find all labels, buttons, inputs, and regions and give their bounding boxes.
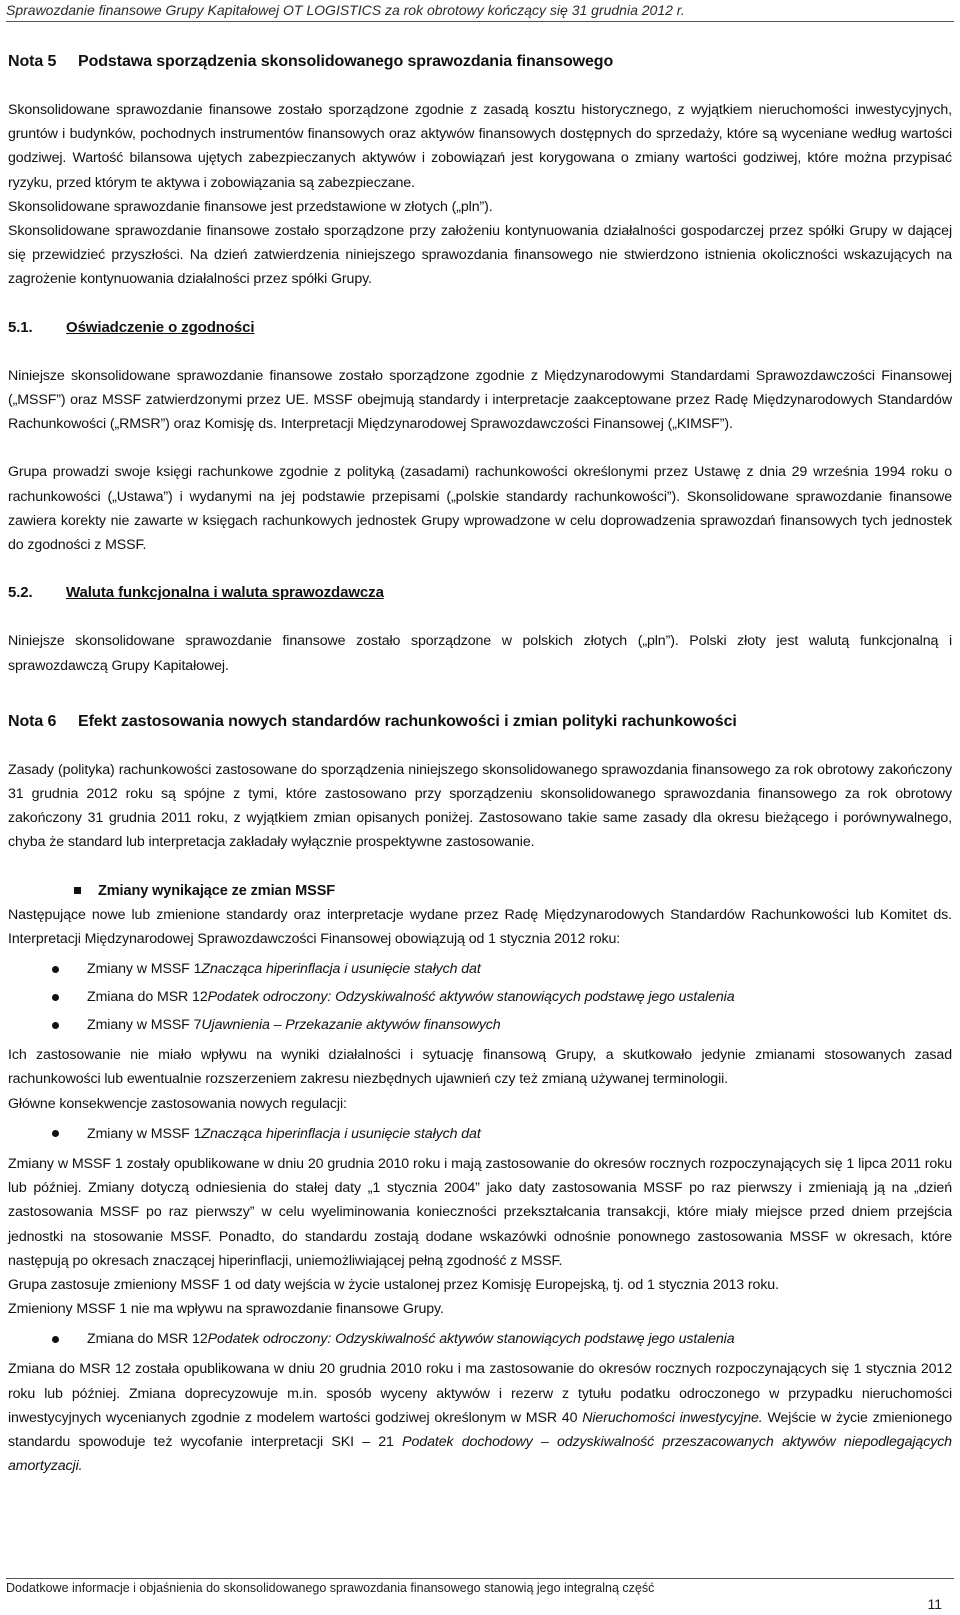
section-5-1-title: Oświadczenie o zgodności [66, 318, 255, 336]
section-5-1-number: 5.1. [8, 318, 33, 336]
note-5-number: Nota 5 [8, 53, 57, 70]
section-5-1-paragraph-2: Grupa prowadzi swoje księgi rachunkowe zgodnie z polityką (zasadami) rachunkowości określonymi przez Ustawę z dnia 29 września 1994 roku o rachunkowości („Ustawa”) i wydanymi na jej podstawie przepisami („polskie standardy rachunkowości”). Skonsolidowane sprawozdanie finansowe zawiera korekty nie zawarte w księgach rachunkowych jednostek Grupy wprowadzone w celu doprowadzenia sprawozdań finansowych tych jednostek do zgodności z MSSF. [8, 464, 952, 554]
section-5-1-paragraph-1: Niniejsze skonsolidowane sprawozdanie finansowe zostało sporządzone zgodnie z Międzynarodowymi Standardami Sprawozdawczości Finansowej („MSSF”) oraz MSSF zatwierdzonymi przez UE. MSSF obejmują standardy i interpretacje zaakceptowane przez Radę Międzynarodowych Standardów Rachunkowości („RMSR”) oraz Komisję ds. Interpretacji Międzynarodowej Sprawozdawczości Finansowej („KIMSF”). [8, 367, 952, 433]
note-5-title: Podstawa sporządzenia skonsolidowanego sprawozdania finansowego [78, 53, 614, 70]
page-number: 11 [927, 1596, 942, 1612]
bullet-icon [52, 1130, 59, 1137]
note-6-heading [8, 710, 952, 734]
note-6-paragraph-4: Główne konsekwencje zastosowania nowych regulacji: [8, 1095, 347, 1112]
bullet-icon [52, 966, 59, 973]
note-6-paragraph-5: Zmiany w MSSF 1 zostały opublikowane w dniu 20 grudnia 2010 roku i mają zastosowanie do okresów rocznych rozpoczynających się 1 lipca 2011 roku lub później. Zmiany dotyczą odniesienia do stałej daty „1 stycznia 2004” jako daty zastosowania MSSF po raz pierwszy i zmieniają ją na „dzień zastosowania MSSF po raz pierwszy” w celu wyeliminowania konieczności przekształcania transakcji, które miały miejsce przed dniem przejścia jednostki na stosowanie MSSF. Ponadto, do standardu zostają dodane wskazówki odnośnie ponownego zastosowania MSSF w okresach, które następują po okresach znaczącej hiperinflacji, uniemożliwiającej pełną zgodność z MSSF. [8, 1155, 952, 1269]
list-item: Zmiany w MSSF 1 Znacząca hiperinflacja i usunięcie stałych dat [8, 1120, 952, 1148]
changes-heading-text: Zmiany wynikające ze zmian MSSF [98, 882, 336, 899]
square-bullet-icon [74, 887, 81, 894]
note-5-paragraph-3: Skonsolidowane sprawozdanie finansowe zostało sporządzone przy założeniu kontynuowania działalności gospodarczej przez spółki Grupy w dającej się przewidzieć przyszłości. Na dzień zatwierdzenia niniejszego sprawozdania finansowego nie stwierdzono istnienia okoliczności wskazujących na zagrożenie kontynuowania działalności przez spółki Grupy. [8, 223, 952, 288]
list-item: Zmiany w MSSF 7 Ujawnienia – Przekazanie aktywów finansowych [8, 1011, 952, 1039]
page-content [8, 50, 952, 1478]
standards-bullet-list [8, 955, 952, 1039]
section-5-1-heading [8, 316, 952, 340]
section-5-2-paragraph-1: Niniejsze skonsolidowane sprawozdanie finansowe zostało sporządzone w polskich złotych („pln”). Polski złoty jest walutą funkcjonalną i sprawozdawczą Grupy Kapitałowej. [8, 633, 952, 674]
note-6-paragraph-1: Zasady (polityka) rachunkowości zastosowane do sporządzenia niniejszego skonsolidowanego sprawozdania finansowego za rok obrotowy zakończony 31 grudnia 2012 roku są spójne z tymi, które zastosowano przy sporządzeniu skonsolidowanego sprawozdania finansowego za rok obrotowy zakończony 31 grudnia 2011 roku, z wyjątkiem zmian opisanych poniżej. Zastosowano takie same zasady dla okresu bieżącego i porównywalnego, chyba że standard lub interpretacja zakładały wyłącznie prospektywne zastosowanie. [8, 761, 952, 851]
note-6-paragraph-7: Zmieniony MSSF 1 nie ma wpływu na sprawozdanie finansowe Grupy. [8, 1301, 444, 1318]
note-6-paragraph-3: Ich zastosowanie nie miało wpływu na wyniki działalności i sytuację finansową Grupy, a skutkowało jedynie zmianami stosowanych zasad rachunkowości lub ewentualnie rozszerzeniem zakresu niezbędnych ujawnień czy też zmianą używanej terminologii. [8, 1047, 952, 1088]
section-5-2-heading [8, 581, 952, 605]
note-6-title: Efekt zastosowania nowych standardów rachunkowości i zmian polityki rachunkowości [78, 712, 737, 730]
section-5-2-number: 5.2. [8, 584, 33, 602]
bullet-icon [52, 1022, 59, 1029]
consequence-bullet-2 [8, 1325, 952, 1353]
note-5-paragraph-1: Skonsolidowane sprawozdanie finansowe zostało sporządzone zgodnie z zasadą kosztu historycznego, z wyjątkiem nieruchomości inwestycyjnych, gruntów i budynków, pochodnych instrumentów finansowych oraz aktywów finansowych dostępnych do sprzedaży, które są wyceniane według wartości godziwej. Wartość bilansowa ujętych zabezpieczanych aktywów i zobowiązań jest korygowana o zmiany wartości godziwej, które można przypisać ryzyku, przed którym te aktywa i zobowiązania są zabezpieczane. [8, 102, 952, 191]
note-6-paragraph-2: Następujące nowe lub zmienione standardy oraz interpretacje wydane przez Radę Międzynarodowych Standardów Rachunkowości lub Komitet ds. Interpretacji Międzynarodowej Sprawozdawczości Finansowej obowiązują od 1 stycznia 2012 roku: [8, 906, 952, 948]
bullet-icon [52, 994, 59, 1001]
bullet-icon [52, 1336, 59, 1343]
note-5-paragraph-2: Skonsolidowane sprawozdanie finansowe jest przedstawione w złotych („pln”). [8, 198, 493, 215]
list-item: Zmiany w MSSF 1 Znacząca hiperinflacja i usunięcie stałych dat [8, 955, 952, 983]
changes-heading [8, 879, 952, 903]
consequence-bullet-1 [8, 1120, 952, 1148]
note-6-number: Nota 6 [8, 712, 57, 730]
running-header: Sprawozdanie finansowe Grupy Kapitałowej OT LOGISTICS za rok obrotowy kończący się 31 grudnia 2012 r. [6, 2, 954, 22]
list-item: Zmiana do MSR 12 Podatek odroczony: Odzyskiwalność aktywów stanowiących podstawę jego ustalenia [8, 983, 952, 1011]
list-item: Zmiana do MSR 12 Podatek odroczony: Odzyskiwalność aktywów stanowiących podstawę jego ustalenia [8, 1325, 952, 1353]
page-footer: Dodatkowe informacje i objaśnienia do skonsolidowanego sprawozdania finansowego stanowią jego integralną część [6, 1578, 954, 1595]
note-5-heading [8, 50, 952, 74]
note-6-paragraph-8: Zmiana do MSR 12 została opublikowana w dniu 20 grudnia 2010 roku i ma zastosowanie do okresów rocznych rozpoczynających się 1 stycznia 2012 roku lub później. Zmiana doprecyzowuje m.in. sposób wyceny aktywów i rezerw z tytułu podatku odroczonego w przypadku nieruchomości inwestycyjnych wycenianych zgodnie z modelem wartości godziwej określonym w MSR 40 Nieruchomości inwestycyjne. Wejście w życie zmienionego standardu spowoduje też wycofanie interpretacji SKI – 21 Podatek dochodowy – odzyskiwalność przeszacowanych aktywów niepodlegających amortyzacji. [8, 1361, 952, 1475]
section-5-2-title: Waluta funkcjonalna i waluta sprawozdawcza [66, 584, 384, 602]
note-6-paragraph-6: Grupa zastosuje zmieniony MSSF 1 od daty wejścia w życie ustalonej przez Komisję Europejską, tj. od 1 stycznia 2013 roku. [8, 1276, 779, 1293]
